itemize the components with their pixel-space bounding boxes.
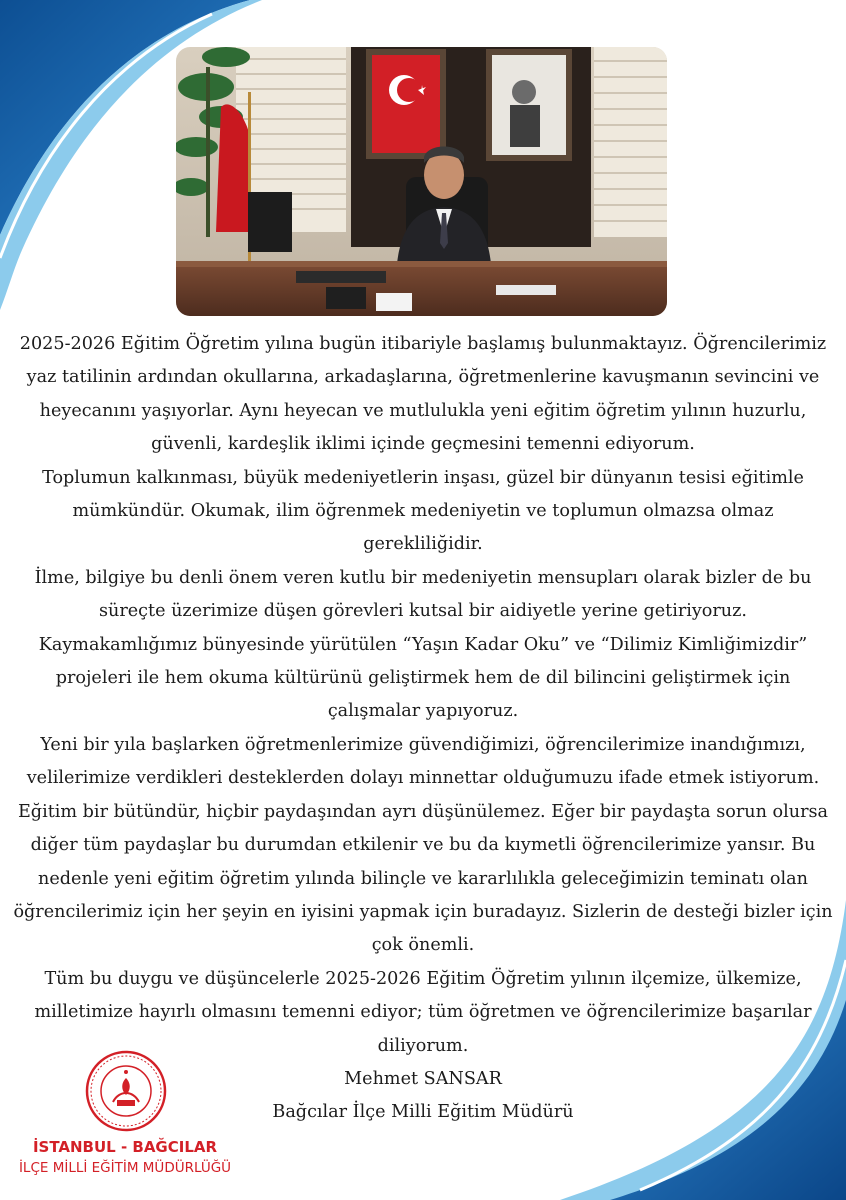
director-office-photo — [176, 47, 667, 316]
ministry-seal-logo — [85, 1050, 167, 1132]
paragraph-education: Toplumun kalkınması, büyük medeniyetlerin inşası, güzel bir dünyanın tesisi eğitimle mümkündür. Okumak, ilim öğrenmek medeniyetin ve toplumun olmazsa olmaz gerekliliğidir. — [42, 467, 804, 555]
paragraph-civilization: İlme, bilgiye bu denli önem veren kutlu bir medeniyetin mensupları olarak bizler de bu süreçte üzerimize düşen görevleri kutsal bir aidiyetle yerine getiriyoruz. — [34, 567, 812, 622]
paragraph-stakeholders: Yeni bir yıla başlarken öğretmenlerimize güvendiğimizi, öğrencilerimize inandığımızı, velilerimize verdikleri desteklerden dolayı minnettar olduğumuzu ifade etmek istiyorum. Eğitim bir bütündür, hiçbir paydaşından ayrı düşünülemez. Eğer bir paydaşta sorun olursa diğer tüm paydaşlar bu durumdan etkilenir ve bu da kıymetli öğrencilerimize yansır. Bu nedenle yeni eğitim öğretim yılında bilinçle ve kararlılıkla geleceğimizin teminatı olan öğrencilerimiz için her şeyin en iyisini yapmak için buradayız. Sizlerin de desteği bizler için çok önemli. — [13, 734, 833, 956]
paragraph-projects: Kaymakamlığımız bünyesinde yürütülen “Yaşın Kadar Oku” ve “Dilimiz Kimliğimizdir” projeleri ile hem okuma kültürünü geliştirmek hem de dil bilincini geliştirmek için çalışmalar yapıyoruz. — [38, 634, 808, 722]
org-name-line2: İLÇE MİLLİ EĞİTİM MÜDÜRLÜĞÜ — [18, 1160, 232, 1176]
paragraph-closing: Tüm bu duygu ve düşüncelerle 2025-2026 Eğitim Öğretim yılının ilçemize, ülkemize, milletimize hayırlı olmasını temenni ediyor; tüm öğretmen ve öğrencilerimize başarılar diliyorum. — [34, 968, 812, 1056]
org-name-line1: İSTANBUL - BAĞCILAR — [32, 1138, 218, 1156]
letter-body — [12, 328, 834, 1130]
paragraph-intro: 2025-2026 Eğitim Öğretim yılına bugün itibariyle başlamış bulunmaktayız. Öğrencilerimiz yaz tatilinin ardından okullarına, arkadaşlarına, öğretmenlerine kavuşmanın sevincini ve heyecanını yaşıyorlar. Aynı heyecan ve mutlulukla yeni eğitim öğretim yılının huzurlu, güvenli, kardeşlik iklimi içinde geçmesini temenni ediyorum. — [19, 334, 827, 455]
signature-name: Mehmet SANSAR — [344, 1068, 502, 1089]
signature-title: Bağcılar İlçe Milli Eğitim Müdürü — [272, 1102, 574, 1123]
